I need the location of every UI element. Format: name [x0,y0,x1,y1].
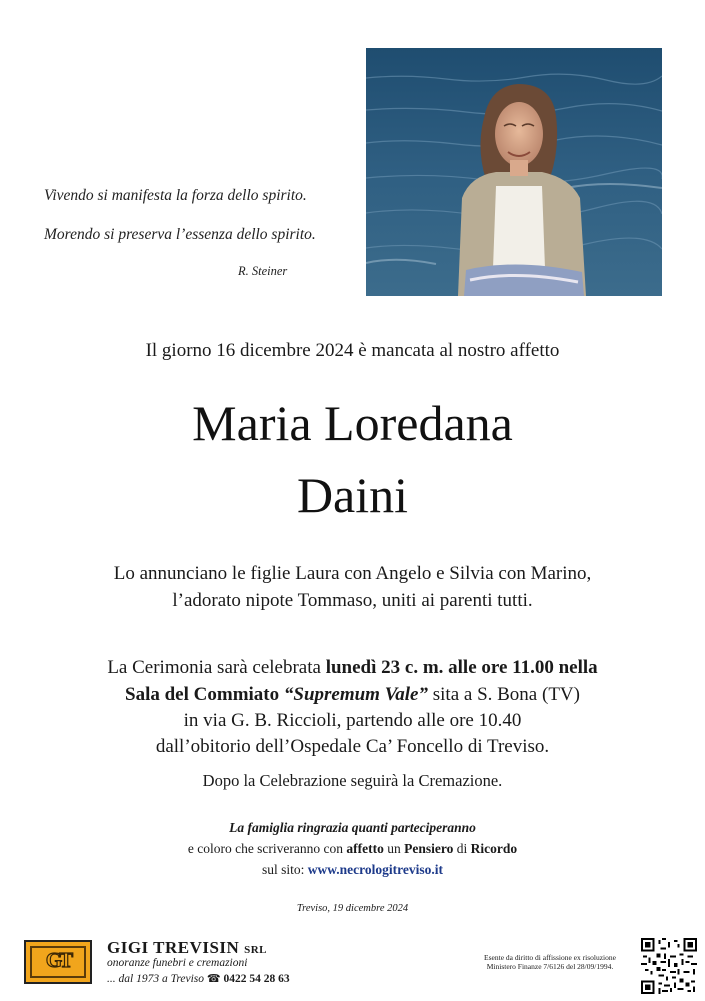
thanks-line-1: La famiglia ringrazia quanti parteciperanno [229,820,476,835]
deceased-first-name: Maria Loredana [192,395,513,451]
company-name [107,938,267,958]
thanks-word-pensiero: Pensiero [404,841,454,856]
ceremony-hall-name: “Supremum Vale” [283,684,428,705]
ceremony-line-4: dall’obitorio dell’Ospedale Ca’ Foncello di Treviso. [155,736,550,757]
website-link[interactable]: www.necrologitreviso.it [307,862,443,877]
deceased-photo [366,48,662,296]
cremation-note: Dopo la Celebrazione seguirà la Cremazione. [202,771,503,790]
quote-line-1: Vivendo si manifesta la forza dello spirito. [44,187,307,204]
company-suffix: SRL [244,944,267,956]
ceremony-text: La Cerimonia sarà celebrata [107,657,326,678]
legal-note-line-1: Esente da diritto di affissione ex risoluzione [484,953,616,962]
ceremony-line-1 [0,655,705,681]
announcement-intro: Il giorno 16 dicembre 2024 è mancata al nostro affetto [145,340,560,361]
company-tagline: onoranze funebri e cremazioni [107,957,248,969]
website-label: sul sito: [262,862,308,877]
company-since-text: ... dal 1973 a Treviso [107,973,205,985]
quote-author: R. Steiner [238,264,288,278]
ceremony-time: lunedì 23 c. m. alle ore 11.00 nella [325,657,598,678]
ceremony-hall: Sala del Commiato [125,684,284,705]
phone-icon: ☎ [206,973,221,985]
qr-code-icon[interactable] [641,938,697,994]
ceremony-line-3: in via G. B. Riccioli, partendo alle ore 10.40 [183,710,522,731]
thanks-line-3 [0,862,705,878]
thanks-text: e coloro che scriveranno con [187,841,347,856]
company-logo [24,940,92,984]
quote-line-2: Morendo si preserva l’essenza dello spirito. [44,226,316,243]
ceremony-line-2 [0,682,705,708]
thanks-text: un [383,841,405,856]
legal-note-line-2: Ministero Finanze 7/6126 del 28/09/1994. [486,962,614,971]
family-line-2: l’adorato nipote Tommaso, uniti ai parenti tutti. [172,590,533,611]
ceremony-location: sita a S. Bona (TV) [428,684,580,705]
company-name-text: GIGI TREVISIN [107,938,240,957]
family-line-1: Lo annunciano le figlie Laura con Angelo e Silvia con Marino, [113,563,592,584]
thanks-text: di [453,841,471,856]
thanks-word-ricordo: Ricordo [470,841,518,856]
company-since [107,972,290,985]
date-place: Treviso, 19 dicembre 2024 [296,903,409,914]
deceased-last-name: Daini [296,467,409,523]
thanks-word-affetto: affetto [346,841,384,856]
thanks-line-2 [0,841,705,857]
company-phone: 0422 54 28 63 [223,973,290,985]
logo-monogram: GT [45,948,71,972]
